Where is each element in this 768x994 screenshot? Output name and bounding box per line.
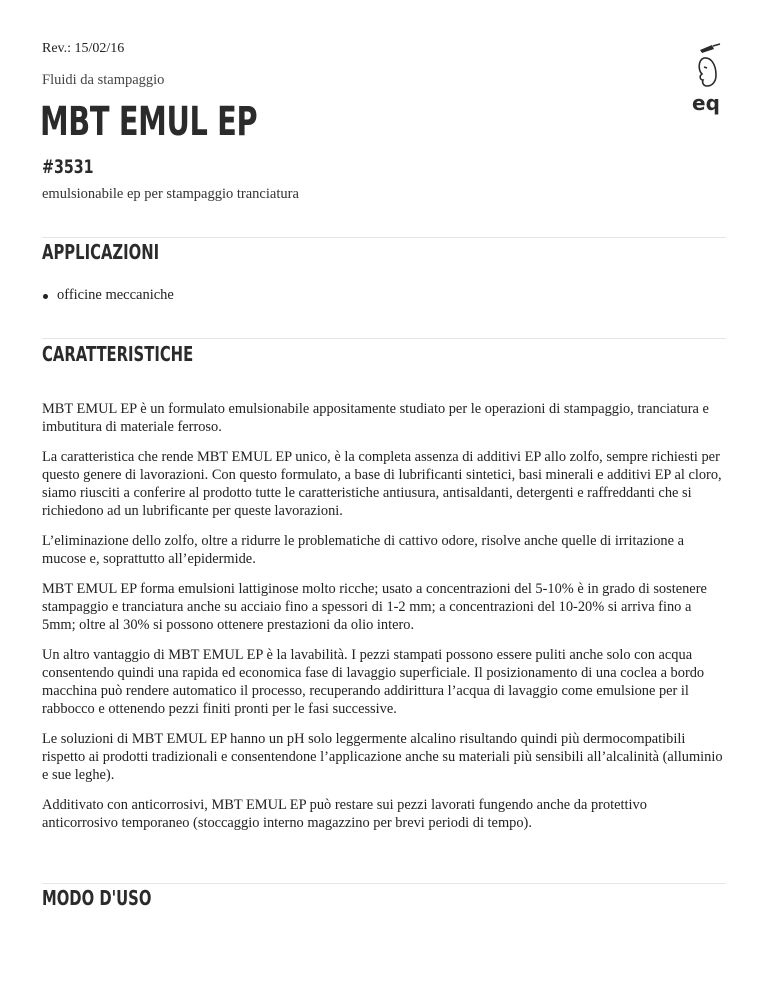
section-divider [42,883,726,884]
product-category: Fluidi da stampaggio [42,72,165,88]
product-name: MBT EMUL EP [40,99,258,145]
list-item-label: officine meccaniche [57,287,174,303]
revision-date: Rev.: 15/02/16 [42,41,125,56]
logo-text: eq [692,91,720,115]
section-divider [42,237,726,238]
characteristics-body [42,400,726,844]
paragraph: Un altro vantaggio di MBT EMUL EP è la lavabilità. I pezzi stampati possono essere puliti anche solo con acqua consentendo quindi una rapida ed economica fase di lavaggio superficiale. Il posizionamento di una coclea a bordo macchina può rendere automatico il processo, recuperando addirittura l’acqua di lavaggio come emulsione per il rabbocco e ottenendo pezzi finiti pronti per le fasi successive. [42,647,705,717]
paragraph: MBT EMUL EP forma emulsioni lattiginose molto ricche; usato a concentrazioni del 5-10% è in grado di sostenere stampaggio e tranciatura anche su acciaio fino a spessori di 1-2 mm; a concentrazioni del 10-20% si arriva fino a 5mm; oltre al 30% si possono ottenere prestazioni da olio intero. [42,581,707,633]
product-code: #3531 [42,156,94,178]
paragraph: La caratteristica che rende MBT EMUL EP unico, è la completa assenza di additivi EP allo zolfo, sempre richiesti per questo genere di lavorazioni. Con questo formulato, a base di lubrificanti sintetici, basi minerali e additivi EP al cloro, siamo riusciti a conferire al prodotto tutte le caratteristiche antiusura, antisaldanti, detergenti e raffreddanti che si richiedono ad un lubrificante per queste lavorazioni. [42,449,722,519]
applications-list [42,287,174,304]
section-title-caratteristiche: CARATTERISTICHE [42,342,194,366]
paragraph: Le soluzioni di MBT EMUL EP hanno un pH solo leggermente alcalino risultando quindi più dermocompatibili rispetto ai prodotti tradizionali e consentendone l’applicazione anche su materiali più sensibili all’alcalinità (alluminio e sue leghe). [42,731,723,783]
product-description: emulsionabile ep per stampaggio tranciatura [42,186,299,202]
section-title-applicazioni: APPLICAZIONI [42,240,160,264]
paragraph: Additivato con anticorrosivi, MBT EMUL EP può restare sui pezzi lavorati fungendo anche da protettivo anticorrosivo temporaneo (stoccaggio interno magazzino per brevi periodi di tempo). [42,797,647,831]
list-item [42,287,174,304]
section-title-modo-uso: MODO D'USO [42,886,152,910]
paragraph: L’eliminazione dello zolfo, oltre a ridurre le problematiche di cattivo odore, risolve anche quelle di irritazione a mucose e, soprattutto all’epidermide. [42,533,684,567]
paragraph: MBT EMUL EP è un formulato emulsionabile appositamente studiato per le operazioni di stampaggio, tranciatura e imbutitura di materiale ferroso. [42,401,709,435]
bullet-icon [43,294,48,299]
eq-logo-icon [690,40,728,120]
section-divider [42,338,726,339]
